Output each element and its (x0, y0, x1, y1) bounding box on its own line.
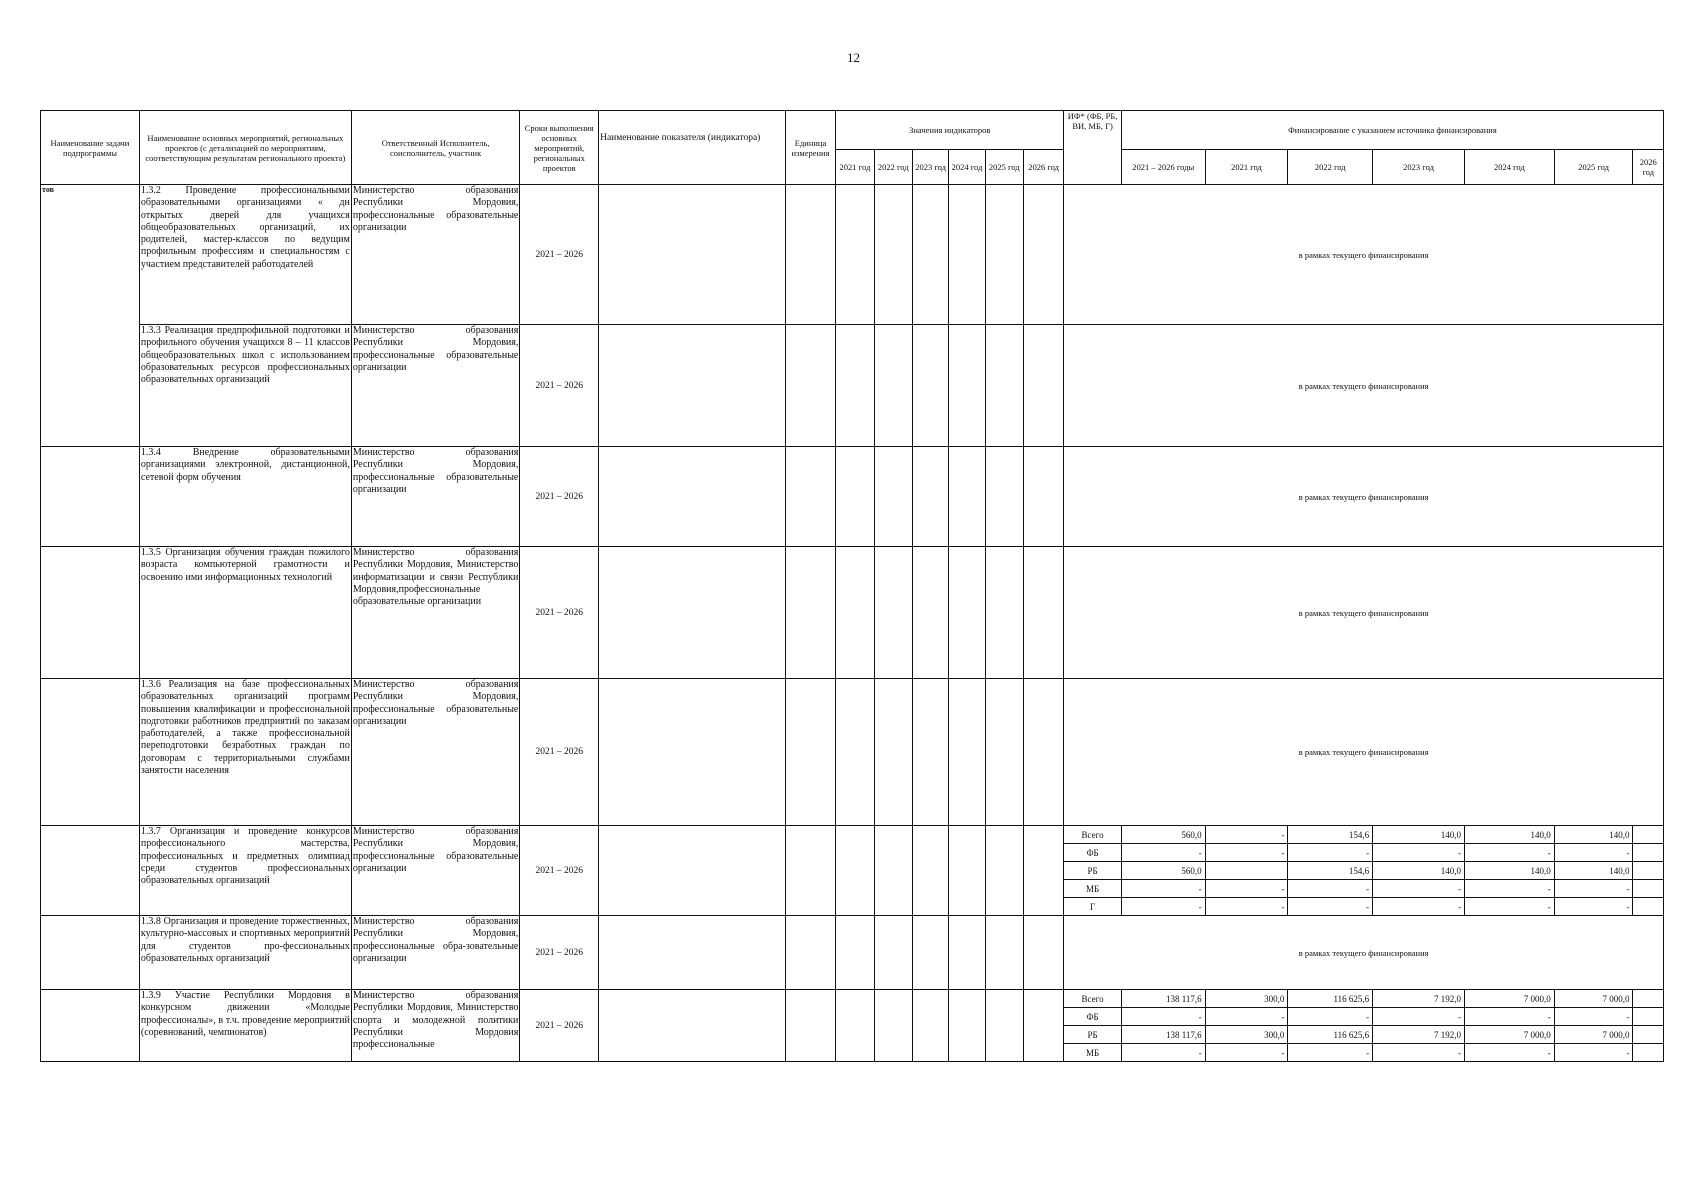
indicator-cell (985, 185, 1023, 325)
financing-value: - (1205, 844, 1288, 862)
financing-value: 140,0 (1373, 826, 1465, 844)
financing-value (1633, 844, 1664, 862)
year-2026: 2026 год (1023, 150, 1063, 185)
financing-value: - (1288, 898, 1373, 916)
financing-value: - (1373, 1008, 1465, 1026)
executor-cell: Министерство образования Республики Мордовия, профессиональные образовательные организации (351, 325, 520, 447)
financing-value (1633, 880, 1664, 898)
financing-value: 154,6 (1288, 862, 1373, 880)
financing-value: 140,0 (1373, 862, 1465, 880)
financing-value: - (1205, 898, 1288, 916)
financing-value: - (1288, 880, 1373, 898)
event-cell: 1.3.6 Реализация на базе профессиональных образовательных организаций программ повышения квалификации и профессиональной подготовки работников предприятий по заказам работодателей, а также профессиональной переподготовки безработных граждан по договорам с территориальными службами занятости населения (139, 679, 351, 826)
event-cell: 1.3.8 Организация и проведение торжественных, культурно-массовых и спортивных мероприятий для студентов про-фессиональных образовательных организаций (139, 916, 351, 990)
page-number: 12 (847, 50, 860, 65)
source-cell: Всего (1064, 826, 1122, 844)
financing-value: 138 117,6 (1121, 1026, 1205, 1044)
financing-value: - (1205, 1008, 1288, 1026)
fin-year-total: 2021 – 2026 годы (1121, 150, 1205, 185)
financing-value (1633, 826, 1664, 844)
financing-value: - (1554, 844, 1633, 862)
financing-value: - (1288, 844, 1373, 862)
financing-value (1633, 1044, 1664, 1062)
event-cell: 1.3.9 Участие Республики Мордовия в конкурсном движении «Молодые профессионалы», в т.ч. проведение мероприятий (соревнований, чемпионатов) (139, 990, 351, 1062)
financing-value: 300,0 (1205, 990, 1288, 1008)
year-2025: 2025 год (985, 150, 1023, 185)
indicator-cell (599, 185, 786, 325)
task-name-fragment: тов (42, 185, 54, 194)
indicator-cell (599, 990, 786, 1062)
year-2022: 2022 год (874, 150, 912, 185)
financing-value: 7 000,0 (1554, 990, 1633, 1008)
indicator-cell (985, 325, 1023, 447)
executor-cell: Министерство образования Республики Мордовия, Министерство спорта и молодежной политики Республики Мордовия профессиональные (351, 990, 520, 1062)
financing-value: - (1288, 1044, 1373, 1062)
col-indicator-values: Значения индикаторов (836, 111, 1064, 150)
current-funding-note: в рамках текущего финансирования (1064, 447, 1664, 547)
current-funding-note: в рамках текущего финансирования (1064, 185, 1664, 325)
financing-value: 7 192,0 (1373, 1026, 1465, 1044)
indicator-cell (912, 826, 948, 916)
col-financing: Финансирование с указанием источника финансирования (1121, 111, 1663, 150)
indicator-cell (785, 826, 835, 916)
indicator-cell (599, 679, 786, 826)
financing-value: 140,0 (1554, 862, 1633, 880)
financing-value: 300,0 (1205, 1026, 1288, 1044)
table-row (41, 547, 1664, 679)
term-cell: 2021 – 2026 (520, 447, 599, 547)
indicator-cell (836, 185, 874, 325)
financing-value: - (1121, 1008, 1205, 1026)
col-executor: Ответственный Исполнитель, соисполнитель, участник (351, 111, 520, 185)
task-name-cell (41, 547, 140, 679)
financing-value: 140,0 (1464, 862, 1554, 880)
executor-cell: Министерство образования Республики Мордовия, профессиональные образовательные организации (351, 679, 520, 826)
event-cell: 1.3.3 Реализация предпрофильной подготовки и профильного обучения учащихся 8 – 11 классов общеобразовательных школ с использованием образовательных ресурсов профессиональных образовательных организаций (139, 325, 351, 447)
indicator-cell (836, 679, 874, 826)
financing-value: 116 625,6 (1288, 990, 1373, 1008)
table-body (41, 185, 1664, 1062)
task-name-cell (41, 916, 140, 990)
financing-value: 116 625,6 (1288, 1026, 1373, 1044)
financing-value: 7 000,0 (1464, 990, 1554, 1008)
indicator-cell (874, 185, 912, 325)
col-unit: Единица измерения (785, 111, 835, 185)
financing-value: - (1464, 880, 1554, 898)
fin-year-2023: 2023 год (1373, 150, 1465, 185)
indicator-cell (874, 826, 912, 916)
current-funding-note: в рамках текущего финансирования (1064, 916, 1664, 990)
event-cell: 1.3.7 Организация и проведение конкурсов профессионального мастерства, профессиональных и предметных олимпиад среди студентов профессиональных образовательных организаций (139, 826, 351, 916)
indicator-cell (912, 679, 948, 826)
indicator-cell (1023, 185, 1063, 325)
indicator-cell (836, 990, 874, 1062)
term-cell: 2021 – 2026 (520, 185, 599, 325)
indicator-cell (599, 547, 786, 679)
source-cell: ФБ (1064, 844, 1122, 862)
financing-value (1205, 862, 1288, 880)
financing-value: - (1464, 898, 1554, 916)
table-row (41, 325, 1664, 447)
financing-value: 140,0 (1464, 826, 1554, 844)
indicator-cell (985, 679, 1023, 826)
executor-cell: Министерство образования Республики Мордовия, профессиональные образовательные организации (351, 185, 520, 325)
indicator-cell (949, 990, 985, 1062)
indicator-cell (985, 447, 1023, 547)
financing-value: 7 000,0 (1554, 1026, 1633, 1044)
financing-value: - (1554, 1008, 1633, 1026)
financing-value: - (1121, 1044, 1205, 1062)
indicator-cell (599, 447, 786, 547)
indicator-cell (912, 990, 948, 1062)
indicator-cell (912, 916, 948, 990)
indicator-cell (874, 325, 912, 447)
financing-value (1633, 898, 1664, 916)
financing-value: - (1205, 1044, 1288, 1062)
year-2021: 2021 год (836, 150, 874, 185)
financing-value: - (1554, 1044, 1633, 1062)
financing-value (1633, 990, 1664, 1008)
indicator-cell (599, 325, 786, 447)
year-2024: 2024 год (949, 150, 985, 185)
indicator-cell (912, 547, 948, 679)
financing-value: - (1121, 880, 1205, 898)
financing-value: 154,6 (1288, 826, 1373, 844)
source-cell: МБ (1064, 880, 1122, 898)
indicator-cell (985, 916, 1023, 990)
financing-value: - (1554, 898, 1633, 916)
fin-year-2026: 2026 год (1633, 150, 1664, 185)
indicator-cell (949, 325, 985, 447)
indicator-cell (785, 185, 835, 325)
indicator-cell (1023, 990, 1063, 1062)
task-name-cell (41, 826, 140, 916)
year-2023: 2023 год (912, 150, 948, 185)
indicator-cell (949, 185, 985, 325)
indicator-cell (912, 325, 948, 447)
financing-value: 560,0 (1121, 826, 1205, 844)
table-row (41, 990, 1664, 1008)
fin-year-2025: 2025 год (1554, 150, 1633, 185)
indicator-cell (874, 447, 912, 547)
source-cell: РБ (1064, 1026, 1122, 1044)
financing-value: - (1373, 898, 1465, 916)
source-cell: Всего (1064, 990, 1122, 1008)
task-name-cell (41, 990, 140, 1062)
indicator-cell (949, 679, 985, 826)
indicator-cell (785, 990, 835, 1062)
financing-value: - (1121, 844, 1205, 862)
indicator-cell (912, 447, 948, 547)
indicator-cell (785, 916, 835, 990)
indicator-cell (1023, 447, 1063, 547)
col-event-name: Наименование основных мероприятий, региональных проектов (с детализацией по мероприятиям, соответствующим результатам регионального проекта) (139, 111, 351, 185)
executor-cell: Министерство образования Республики Мордовия, профессиональные образовательные организации (351, 447, 520, 547)
indicator-cell (949, 447, 985, 547)
financing-value: - (1554, 880, 1633, 898)
financing-value: - (1464, 844, 1554, 862)
indicator-cell (874, 916, 912, 990)
table-row (41, 185, 1664, 325)
term-cell: 2021 – 2026 (520, 547, 599, 679)
indicator-cell (1023, 826, 1063, 916)
financing-value: - (1205, 880, 1288, 898)
indicator-cell (1023, 916, 1063, 990)
table-row (41, 447, 1664, 547)
table-row (41, 916, 1664, 990)
financing-value: 7 192,0 (1373, 990, 1465, 1008)
event-cell: 1.3.4 Внедрение образовательными организациями электронной, дистанционной, сетевой форм обучения (139, 447, 351, 547)
financing-value: 7 000,0 (1464, 1026, 1554, 1044)
term-cell: 2021 – 2026 (520, 916, 599, 990)
table-row (41, 826, 1664, 844)
task-name-cell (41, 679, 140, 826)
indicator-cell (1023, 325, 1063, 447)
financing-value: - (1464, 1044, 1554, 1062)
indicator-cell (785, 325, 835, 447)
indicator-cell (836, 916, 874, 990)
indicator-cell (949, 916, 985, 990)
financing-value: - (1121, 898, 1205, 916)
col-source: ИФ* (ФБ, РБ, ВИ, МБ, Г) (1064, 111, 1122, 185)
term-cell: 2021 – 2026 (520, 826, 599, 916)
indicator-cell (599, 916, 786, 990)
financing-value (1633, 1026, 1664, 1044)
source-cell: РБ (1064, 862, 1122, 880)
indicator-cell (785, 547, 835, 679)
fin-year-2021: 2021 год (1205, 150, 1288, 185)
table-row (41, 679, 1664, 826)
indicator-cell (874, 990, 912, 1062)
col-task-name: Наименование задачи подпрограммы (41, 111, 140, 185)
indicator-cell (836, 447, 874, 547)
financing-value: - (1373, 880, 1465, 898)
indicator-cell (912, 185, 948, 325)
indicator-cell (985, 826, 1023, 916)
source-cell: Г (1064, 898, 1122, 916)
executor-cell: Министерство образования Республики Мордовия, профессиональные обра-зовательные организации (351, 916, 520, 990)
fin-year-2024: 2024 год (1464, 150, 1554, 185)
task-name-cell (41, 447, 140, 547)
event-cell: 1.3.2 Проведение профессиональными образовательными организациями « дн открытых дверей для учащихся общеобразовательных организаций, их родителей, мастер-классов по ведущим профильным профессиям и специальностям с участием представителей работодателей (139, 185, 351, 325)
source-cell: МБ (1064, 1044, 1122, 1062)
indicator-cell (836, 547, 874, 679)
current-funding-note: в рамках текущего финансирования (1064, 547, 1664, 679)
term-cell: 2021 – 2026 (520, 679, 599, 826)
program-table (40, 110, 1664, 1062)
financing-value: 560,0 (1121, 862, 1205, 880)
financing-value: 140,0 (1554, 826, 1633, 844)
indicator-cell (949, 547, 985, 679)
indicator-cell (874, 547, 912, 679)
indicator-cell (836, 826, 874, 916)
term-cell: 2021 – 2026 (520, 990, 599, 1062)
current-funding-note: в рамках текущего финансирования (1064, 325, 1664, 447)
task-name-cell (41, 185, 140, 447)
financing-value: - (1464, 1008, 1554, 1026)
financing-value (1633, 862, 1664, 880)
financing-value: - (1373, 1044, 1465, 1062)
table-header (41, 111, 1664, 185)
fin-year-2022: 2022 год (1288, 150, 1373, 185)
executor-cell: Министерство образования Республики Мордовия, профессиональные образовательные организации (351, 826, 520, 916)
indicator-cell (985, 990, 1023, 1062)
indicator-cell (949, 826, 985, 916)
financing-value: 138 117,6 (1121, 990, 1205, 1008)
indicator-cell (785, 447, 835, 547)
source-cell: ФБ (1064, 1008, 1122, 1026)
financing-value (1633, 1008, 1664, 1026)
executor-cell: Министерство образования Республики Мордовия, Министерство информатизации и связи Республики Мордовия,профессиональные образовательные организации (351, 547, 520, 679)
indicator-cell (836, 325, 874, 447)
term-cell: 2021 – 2026 (520, 325, 599, 447)
col-terms: Сроки выполнения основных мероприятий, региональных проектов (520, 111, 599, 185)
indicator-cell (874, 679, 912, 826)
financing-value: - (1288, 1008, 1373, 1026)
col-indicator-name: Наименование показателя (индикатора) (599, 111, 786, 185)
financing-value: - (1205, 826, 1288, 844)
indicator-cell (599, 826, 786, 916)
current-funding-note: в рамках текущего финансирования (1064, 679, 1664, 826)
financing-value: - (1373, 844, 1465, 862)
indicator-cell (985, 547, 1023, 679)
indicator-cell (1023, 679, 1063, 826)
indicator-cell (1023, 547, 1063, 679)
indicator-cell (785, 679, 835, 826)
event-cell: 1.3.5 Организация обучения граждан пожилого возраста компьютерной грамотности и освоению ими информационных технологий (139, 547, 351, 679)
